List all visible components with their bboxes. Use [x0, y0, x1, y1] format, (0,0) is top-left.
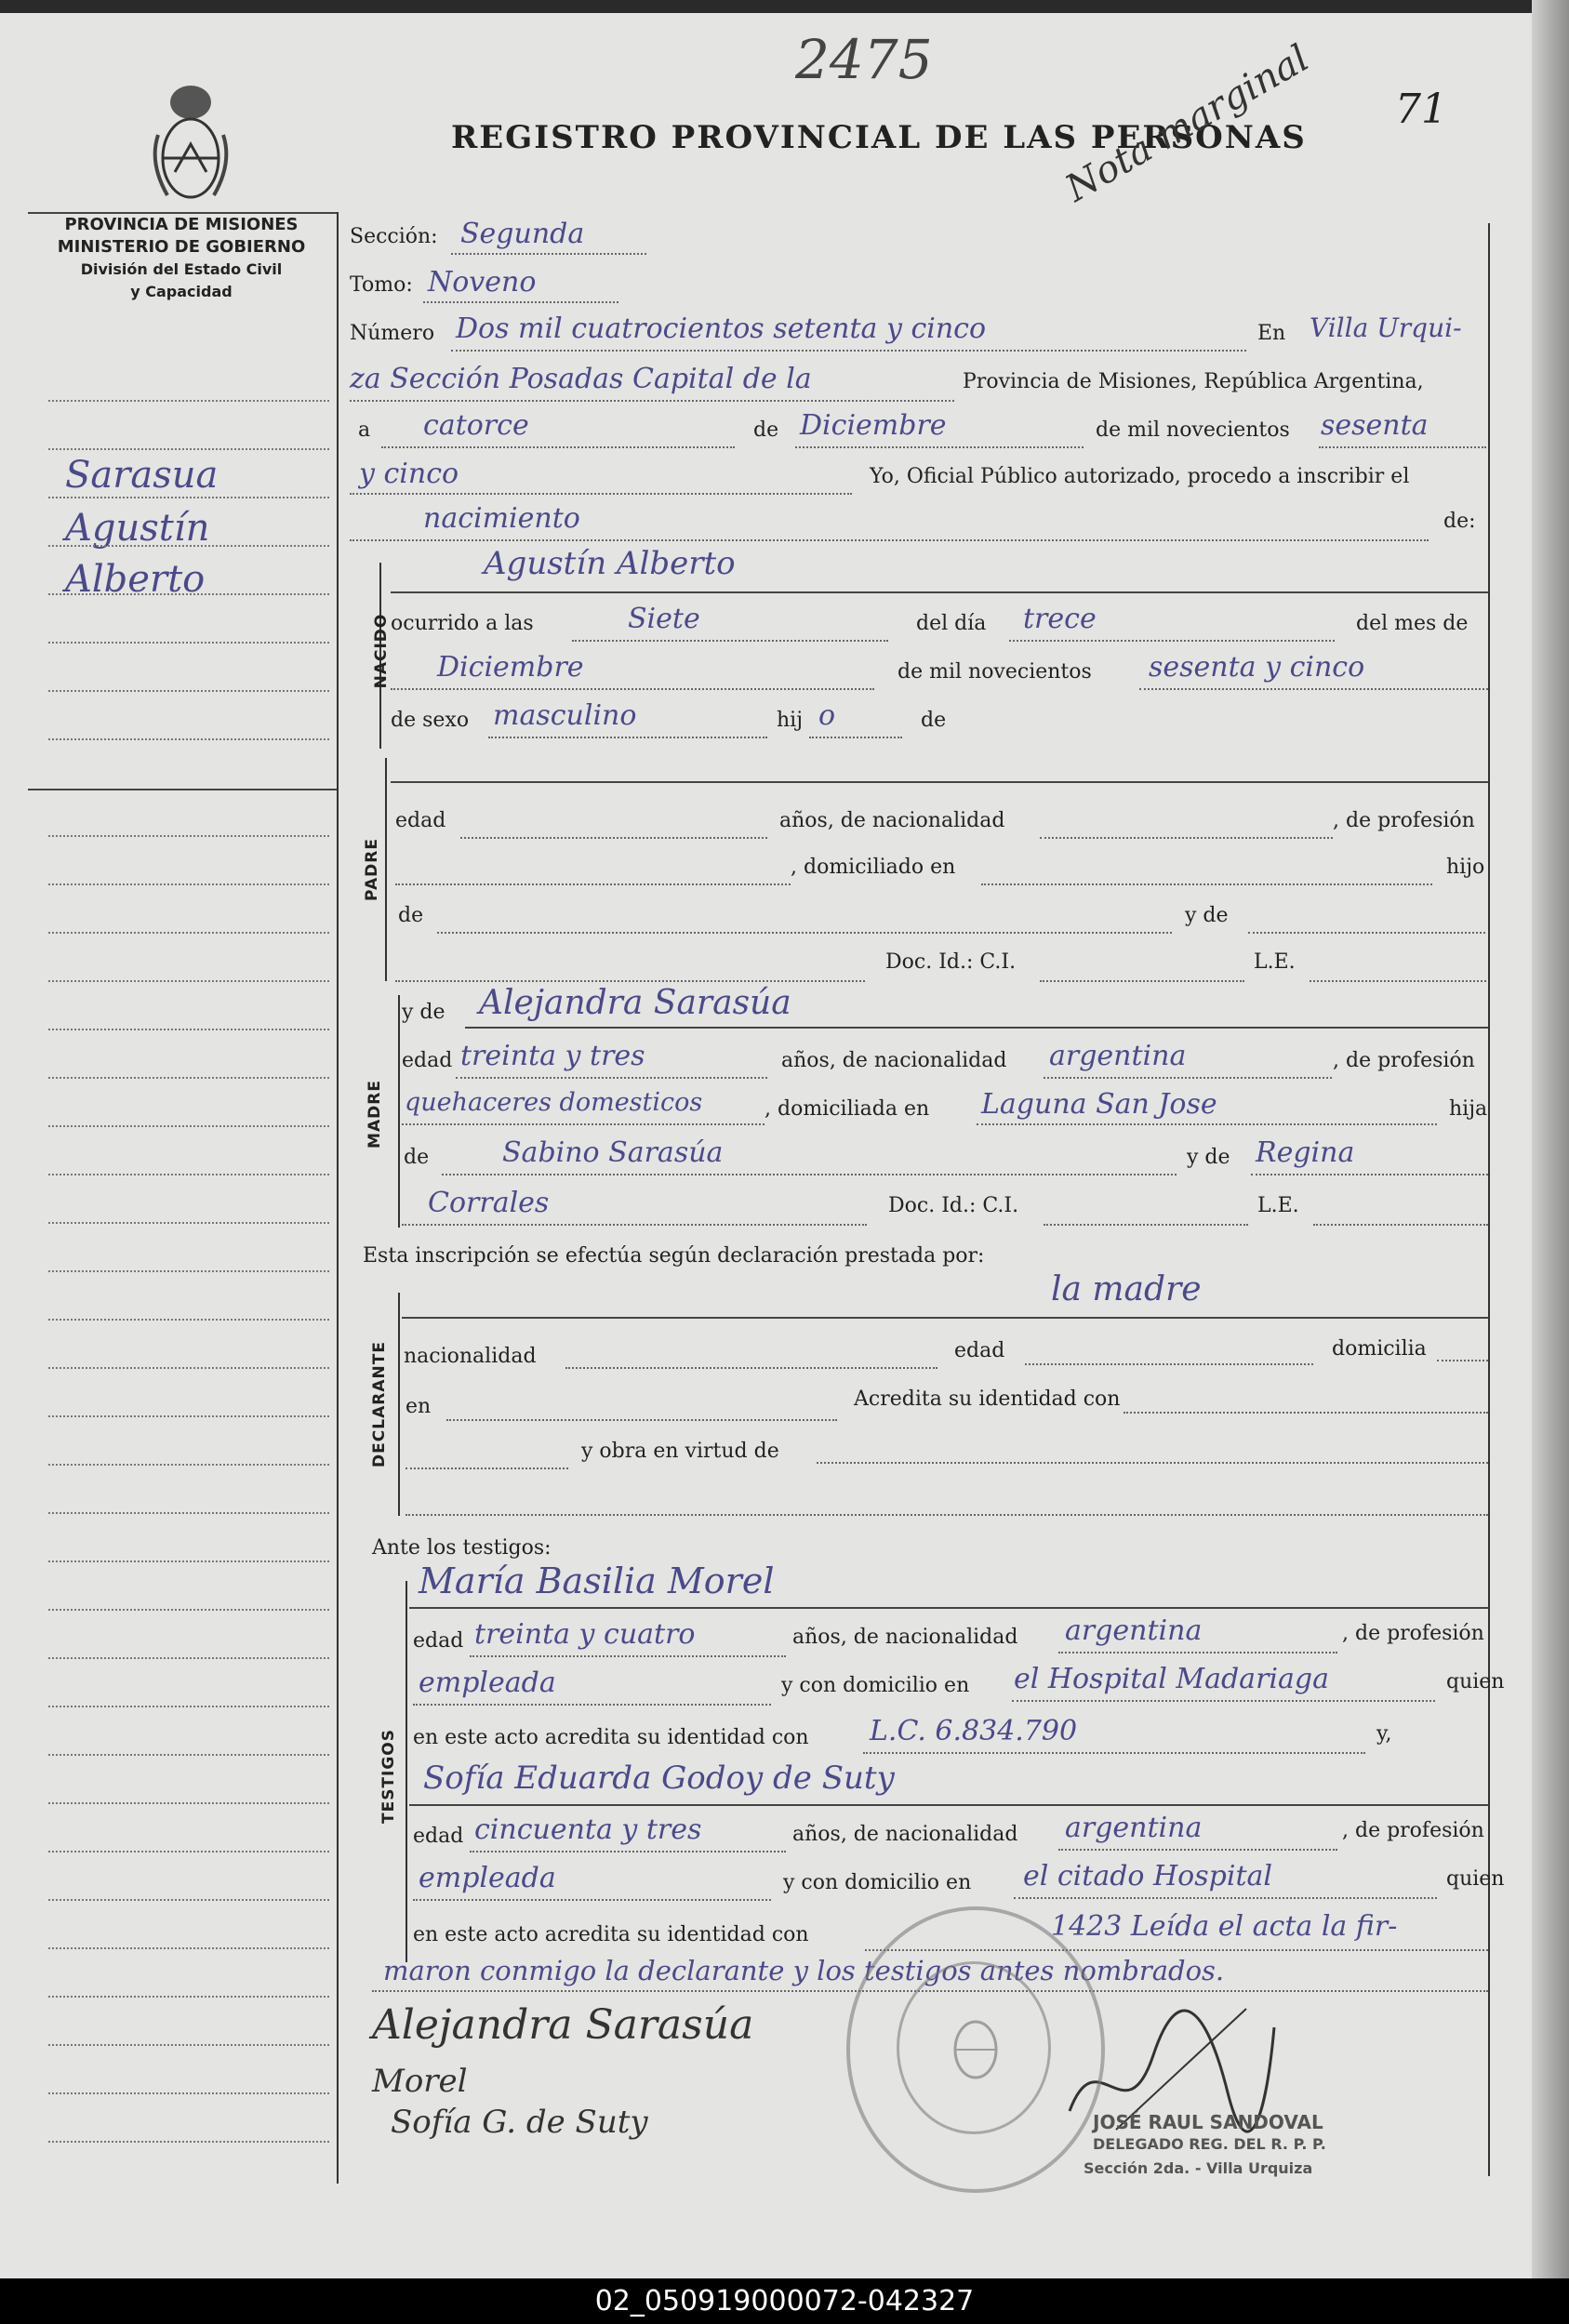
- margin-ruling-line: [48, 2044, 329, 2046]
- label-madre-y-de2: y de: [1187, 1146, 1230, 1169]
- label-madre-le: L.E.: [1257, 1194, 1299, 1217]
- margin-note-name: Agustín: [65, 507, 210, 550]
- line-decl-dom: [1437, 1360, 1488, 1361]
- value-t2-dom: el citado Hospital: [1023, 1860, 1272, 1892]
- division-name: División del Estado Civil: [80, 260, 283, 278]
- value-madre-nombre: Alejandra Sarasúa: [479, 984, 791, 1022]
- line-madre-le: [1313, 1224, 1488, 1226]
- signature-testigo2: Sofía G. de Suty: [391, 2104, 648, 2141]
- value-numero: Dos mil cuatrocientos setenta y cinco: [456, 312, 987, 345]
- label-hij: hij: [777, 709, 804, 732]
- seal-emblem-icon: [948, 2017, 1004, 2082]
- line-padre-extra: [395, 980, 865, 982]
- label-a: a: [358, 418, 371, 442]
- label-decl-edad: edad: [954, 1339, 1005, 1362]
- margin-ruling-line: [48, 1754, 329, 1756]
- label-yo-oficial: Yo, Oficial Público autorizado, procedo a inscribir el: [870, 465, 1410, 488]
- footer-code: 02_050919000072-042327: [0, 2278, 1569, 2324]
- line-padre-le: [1310, 980, 1486, 982]
- line-t1-edad: [470, 1655, 786, 1657]
- value-dia-nac: trece: [1023, 603, 1097, 635]
- value-t2-nac: argentina: [1065, 1812, 1203, 1844]
- madre-divider: [398, 995, 400, 1228]
- value-acto: nacimiento: [423, 502, 580, 535]
- line-madre-prof: [402, 1123, 765, 1125]
- label-padre-anos: años, de nacionalidad: [779, 809, 1005, 832]
- margin-ruling-line: [48, 1947, 329, 1949]
- value-madre-edad: treinta y tres: [460, 1040, 645, 1072]
- line-lugar: [350, 400, 954, 402]
- value-hora: Siete: [628, 603, 700, 635]
- line-madre-edad: [456, 1077, 767, 1079]
- label-padre-le: L.E.: [1254, 950, 1296, 974]
- label-de-colon: de:: [1443, 510, 1476, 533]
- label-padre-profesion: , de profesión: [1333, 809, 1475, 832]
- margin-ruling-line: [48, 1415, 329, 1417]
- label-madre-y-de: y de: [402, 1001, 445, 1024]
- label-sexo: de sexo: [391, 709, 470, 732]
- line-tomo: [423, 301, 618, 303]
- value-madre-madre-1: Regina: [1256, 1136, 1355, 1169]
- testigos-divider: [406, 1581, 407, 1962]
- side-label-testigos: TESTIGOS: [379, 1728, 398, 1825]
- label-padre-de: de: [398, 904, 424, 927]
- line-t2-nac: [1058, 1849, 1337, 1851]
- value-t1-doc: L.C. 6.834.790: [870, 1715, 1078, 1747]
- label-del-mes: del mes de: [1356, 612, 1469, 635]
- side-label-padre: PADRE: [363, 838, 381, 901]
- margin-divider: [337, 212, 339, 2184]
- margin-top-rule: [28, 212, 337, 214]
- line-testigo1: [409, 1607, 1488, 1609]
- label-t2-acredita: en este acto acredita su identidad con: [413, 1923, 809, 1946]
- margin-ruling-line: [48, 1125, 329, 1127]
- line-anio: [1319, 446, 1486, 448]
- value-t2-doc: 1423 Leída el acta la fir-: [1051, 1910, 1398, 1943]
- label-decl-obra: y obra en virtud de: [581, 1440, 779, 1463]
- province-name: PROVINCIA DE MISIONES: [64, 215, 299, 234]
- margin-annotation: Nota marginal: [1058, 36, 1317, 211]
- line-acto: [350, 539, 1429, 541]
- line-hij: [809, 737, 902, 738]
- label-padre-doc: Doc. Id.: C.I.: [885, 950, 1017, 974]
- value-anio-2: y cinco: [359, 458, 459, 490]
- label-ocurrido: ocurrido a las: [391, 612, 534, 635]
- line-madre-nombre: [465, 1027, 1488, 1029]
- margin-ruling-line: [48, 690, 329, 692]
- label-t1-quien: quien: [1446, 1670, 1505, 1693]
- line-decl-edad: [1025, 1363, 1313, 1365]
- value-dia: catorce: [423, 409, 529, 442]
- margin-ruling-line: [48, 497, 329, 498]
- line-declarante: [402, 1317, 1488, 1319]
- line-hora: [572, 640, 888, 642]
- margin-note-name2: Alberto: [65, 558, 206, 601]
- stamp-officer-name: JOSÉ RAUL SANDOVAL: [1093, 2111, 1323, 2133]
- label-tomo: Tomo:: [350, 273, 413, 297]
- value-mes: Diciembre: [800, 409, 947, 442]
- label-de-mil-nac: de mil novecientos: [898, 660, 1092, 684]
- label-t2-edad: edad: [413, 1825, 464, 1848]
- line-t2-edad: [470, 1851, 786, 1853]
- label-t2-dom: y con domicilio en: [783, 1871, 972, 1894]
- margin-mid-rule: [28, 789, 337, 790]
- line-t1-doc: [863, 1752, 1365, 1754]
- margin-ruling-line: [48, 1319, 329, 1321]
- label-madre-edad: edad: [402, 1049, 453, 1072]
- margin-ruling-line: [48, 1077, 329, 1079]
- margin-ruling-line: [48, 1222, 329, 1224]
- value-t1-nac: argentina: [1065, 1614, 1203, 1647]
- label-padre-dom: , domiciliado en: [791, 856, 956, 879]
- folio-number: 71: [1395, 86, 1447, 133]
- line-madre-dom: [977, 1123, 1437, 1125]
- value-hij: o: [818, 699, 836, 732]
- value-madre-prof: quehaceres domesticos: [405, 1088, 703, 1117]
- page-right-edge: [1532, 0, 1569, 2278]
- line-padre-nombre: [391, 781, 1488, 783]
- official-seal: [846, 1906, 1105, 2193]
- line-madre-ci: [1044, 1224, 1248, 1226]
- value-madre-padre: Sabino Sarasúa: [502, 1136, 724, 1169]
- label-padre-edad: edad: [395, 809, 446, 832]
- signature-declarante: Alejandra Sarasúa: [372, 2001, 754, 2049]
- margin-ruling-line: [48, 1464, 329, 1466]
- line-decl-en: [446, 1419, 837, 1421]
- declarante-divider: [398, 1293, 400, 1516]
- side-label-declarante: DECLARANTE: [370, 1341, 389, 1467]
- line-mes-nac: [391, 688, 874, 690]
- label-decl-acredita: Acredita su identidad con: [854, 1388, 1121, 1411]
- margin-ruling-line: [48, 1029, 329, 1030]
- value-testigo2: Sofía Eduarda Godoy de Suty: [423, 1760, 895, 1797]
- margin-ruling-line: [48, 545, 329, 547]
- label-madre-dom: , domiciliada en: [765, 1097, 930, 1121]
- margin-ruling-line: [48, 1174, 329, 1175]
- issuing-authority: [37, 214, 326, 303]
- stamp-officer-place: Sección 2da. - Villa Urquiza: [1084, 2159, 1313, 2177]
- margin-ruling-line: [48, 642, 329, 644]
- value-lugar-1: Villa Urqui-: [1310, 312, 1462, 343]
- margin-ruling-line: [48, 932, 329, 934]
- label-numero: Número: [350, 322, 435, 345]
- margin-ruling-line: [48, 883, 329, 885]
- value-testigo1: María Basilia Morel: [419, 1560, 775, 1601]
- value-t2-prof: empleada: [419, 1862, 556, 1894]
- line-madre-extra: [402, 1224, 867, 1226]
- label-en: En: [1257, 322, 1286, 345]
- line-t2-dom: [1014, 1897, 1437, 1899]
- value-sexo: masculino: [493, 699, 637, 732]
- margin-note-surname: Sarasua: [65, 454, 219, 497]
- line-padre-edad: [460, 837, 767, 839]
- line-madre-madre: [1251, 1174, 1488, 1175]
- label-madre-de: de: [404, 1146, 430, 1169]
- margin-ruling-line: [48, 400, 329, 402]
- margin-ruling-line: [48, 1657, 329, 1659]
- margin-ruling-line: [48, 1899, 329, 1901]
- value-t1-prof: empleada: [419, 1667, 556, 1699]
- line-testigo2: [409, 1804, 1488, 1806]
- label-ante-testigos: Ante los testigos:: [372, 1536, 552, 1560]
- line-padre-nac: [1040, 837, 1333, 839]
- label-seccion: Sección:: [350, 225, 438, 248]
- label-t2-prof: , de profesión: [1342, 1819, 1484, 1842]
- line-anio-nac: [1139, 688, 1488, 690]
- label-inscripcion: Esta inscripción se efectúa según declaración prestada por:: [363, 1244, 985, 1268]
- margin-ruling-line: [48, 2092, 329, 2094]
- margin-ruling-line: [48, 1706, 329, 1707]
- line-madre-nac: [1044, 1077, 1332, 1079]
- value-mes-nac: Diciembre: [437, 651, 584, 684]
- line-sexo: [488, 737, 767, 738]
- label-de-padres: de: [921, 709, 947, 732]
- value-closing: maron conmigo la declarante y los testigos antes nombrados.: [383, 1955, 1225, 1986]
- margin-ruling-line: [48, 448, 329, 450]
- line-padre-dom: [981, 883, 1432, 885]
- line-dia-nac: [1009, 640, 1335, 642]
- margin-ruling-line: [48, 1802, 329, 1804]
- margin-ruling-line: [48, 1270, 329, 1272]
- margin-ruling-line: [48, 593, 329, 595]
- line-numero: [451, 350, 1246, 352]
- label-madre-profesion: , de profesión: [1333, 1049, 1475, 1072]
- label-t1-y: y,: [1376, 1722, 1392, 1746]
- line-mes: [795, 446, 1084, 448]
- line-t1-dom: [1012, 1700, 1435, 1702]
- label-padre-y-de: y de: [1185, 904, 1229, 927]
- value-tomo: Noveno: [428, 266, 537, 299]
- label-t2-anos: años, de nacionalidad: [792, 1823, 1018, 1846]
- line-seccion: [451, 253, 646, 255]
- value-madre-madre-2: Corrales: [428, 1187, 550, 1219]
- margin-ruling-line: [48, 835, 329, 837]
- label-del-dia: del día: [916, 612, 987, 635]
- margin-ruling-line: [48, 1367, 329, 1369]
- margin-ruling-line: [48, 2141, 329, 2143]
- label-t1-edad: edad: [413, 1629, 464, 1653]
- line-padre-prof: [395, 883, 791, 885]
- label-de-mil: de mil novecientos: [1096, 418, 1290, 442]
- page-title: REGISTRO PROVINCIAL DE LAS PERSONAS: [451, 119, 1307, 156]
- value-anio-nac: sesenta y cinco: [1149, 651, 1365, 684]
- signature-testigo1: Morel: [372, 2063, 468, 2100]
- margin-ruling-line: [48, 1560, 329, 1562]
- line-padre-madre: [1248, 932, 1485, 934]
- line-nombre: [391, 591, 1488, 593]
- value-declarante: la madre: [1051, 1270, 1202, 1308]
- line-decl-obra: [817, 1462, 1488, 1464]
- line-padre-padre: [437, 932, 1172, 934]
- line-decl-obra-2: [406, 1514, 1488, 1516]
- document-number: 2475: [795, 28, 933, 91]
- line-t1-prof: [413, 1704, 771, 1706]
- line-t2-prof: [413, 1899, 771, 1901]
- label-de-mes: de: [753, 418, 779, 442]
- padre-divider: [385, 758, 387, 981]
- label-decl-nac: nacionalidad: [404, 1345, 537, 1368]
- value-seccion: Segunda: [460, 218, 585, 250]
- line-decl-acredita: [1124, 1412, 1488, 1414]
- label-hija: hija: [1449, 1097, 1488, 1121]
- label-t1-anos: años, de nacionalidad: [792, 1626, 1018, 1649]
- stamp-officer-role: DELEGADO REG. DEL R. P. P.: [1093, 2135, 1326, 2153]
- line-dia: [381, 446, 735, 448]
- value-nombre: Agustín Alberto: [484, 545, 736, 582]
- value-anio-1: sesenta: [1321, 409, 1429, 442]
- label-madre-doc: Doc. Id.: C.I.: [888, 1194, 1019, 1217]
- value-t1-dom: el Hospital Madariaga: [1014, 1663, 1329, 1695]
- label-decl-domicilia: domicilia: [1332, 1337, 1427, 1361]
- label-t1-acredita: en este acto acredita su identidad con: [413, 1726, 809, 1749]
- coat-of-arms-icon: [149, 79, 233, 209]
- label-provincia: Provincia de Misiones, República Argentina,: [963, 370, 1424, 393]
- side-label-nacido: NACIDO: [372, 613, 391, 689]
- margin-ruling-line: [48, 1851, 329, 1853]
- ministry-name: MINISTERIO DE GOBIERNO: [57, 237, 306, 257]
- value-t2-edad: cincuenta y tres: [474, 1813, 702, 1846]
- label-decl-en: en: [406, 1395, 432, 1418]
- page-top-edge: [0, 0, 1569, 13]
- value-t1-edad: treinta y cuatro: [474, 1618, 696, 1651]
- division-name-2: y Capacidad: [130, 283, 233, 300]
- margin-ruling-line: [48, 980, 329, 982]
- line-t1-nac: [1058, 1652, 1337, 1653]
- label-t1-dom: y con domicilio en: [781, 1674, 970, 1697]
- margin-ruling-line: [48, 1609, 329, 1611]
- margin-ruling-line: [48, 1996, 329, 1998]
- value-madre-nac: argentina: [1049, 1040, 1187, 1072]
- line-padre-ci: [1040, 980, 1244, 982]
- line-decl-nac: [565, 1367, 937, 1369]
- label-hijo: hijo: [1446, 856, 1485, 879]
- label-t1-prof: , de profesión: [1342, 1622, 1484, 1645]
- line-anio-2: [350, 493, 852, 495]
- label-t2-quien: quien: [1446, 1867, 1505, 1891]
- margin-ruling-line: [48, 738, 329, 740]
- margin-ruling-line: [48, 1512, 329, 1514]
- line-madre-padre: [442, 1174, 1177, 1175]
- line-decl-extra: [406, 1467, 568, 1469]
- label-madre-anos: años, de nacionalidad: [781, 1049, 1007, 1072]
- side-label-madre: MADRE: [366, 1080, 384, 1149]
- value-lugar-2: za Sección Posadas Capital de la: [350, 363, 812, 395]
- value-madre-dom: Laguna San Jose: [981, 1088, 1217, 1121]
